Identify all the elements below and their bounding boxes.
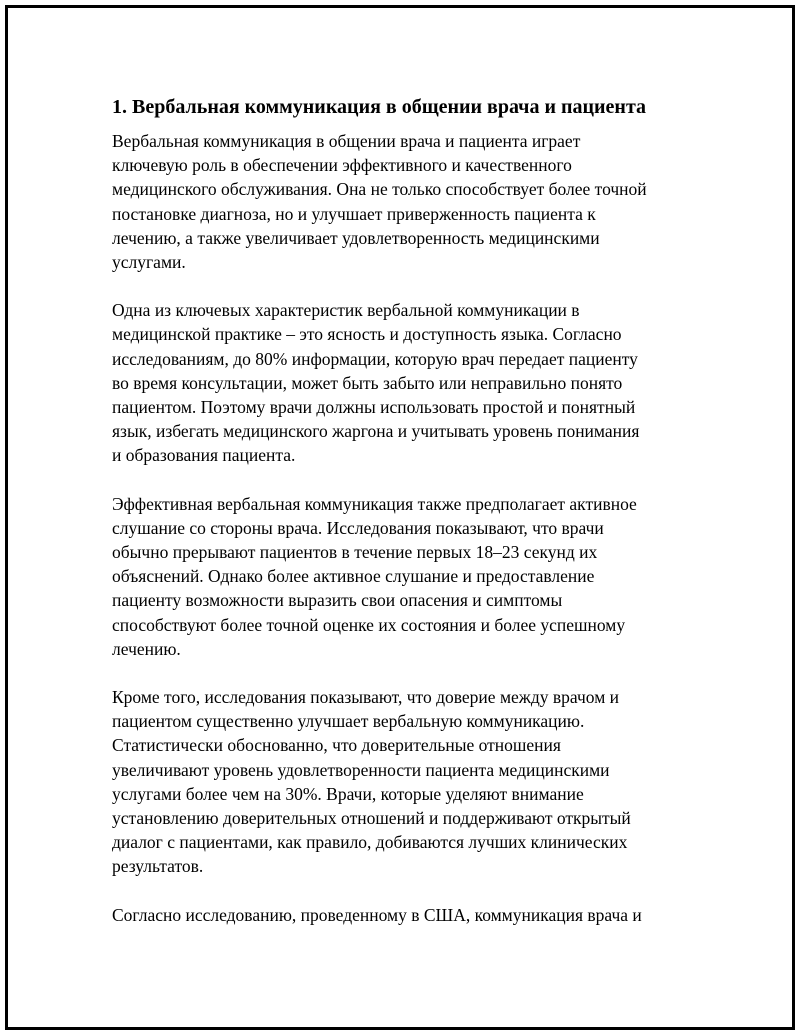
text-line: результатов. — [112, 856, 204, 877]
text-line: постановке диагноза, но и улучшает приверженность пациента к — [112, 203, 596, 224]
text-line: увеличивают уровень удовлетворенности пациента медицинскими — [112, 759, 610, 780]
text-line: Вербальная коммуникация в общении врача и пациента играет — [112, 131, 581, 151]
text-line: во время консультации, может быть забыто или неправильно понято — [112, 372, 623, 393]
text-line: услугами. — [112, 252, 186, 273]
text-line: лечению, а также увеличивает удовлетворенность медицинскими — [112, 227, 600, 248]
text-line: Эффективная вербальная коммуникация также предполагает активное — [112, 493, 637, 514]
text-line: Статистически обоснованно, что доверительные отношения — [112, 735, 561, 756]
text-line: ключевую роль в обеспечении эффективного и качественного — [112, 155, 572, 176]
paragraph-2 — [112, 298, 702, 467]
document-body — [112, 88, 702, 951]
text-line: Кроме того, исследования показывают, что доверие между врачом и — [112, 687, 620, 708]
text-line: медицинского обслуживания. Она не только способствует более точной — [112, 179, 647, 200]
paragraph-1 — [112, 129, 702, 274]
text-line: обычно прерывают пациентов в течение первых 18–23 секунд их — [112, 542, 598, 563]
text-line: пациентом существенно улучшает вербальную коммуникацию. — [112, 711, 585, 732]
text-line: установлению доверительных отношений и поддерживают открытый — [112, 808, 631, 829]
text-line: Одна из ключевых характеристик вербальной коммуникации в — [112, 300, 580, 321]
section-heading: 1. Вербальная коммуникация в общении врача и пациента — [112, 96, 647, 118]
paragraph-3 — [112, 492, 702, 661]
text-line: диалог с пациентами, как правило, добиваются лучших клинических — [112, 832, 628, 853]
text-line: лечению. — [112, 638, 181, 659]
text-line: язык, избегать медицинского жаргона и учитывать уровень понимания — [112, 421, 640, 442]
text-line: и образования пациента. — [112, 445, 296, 466]
paragraph-5 — [112, 903, 702, 927]
text-line: объяснений. Однако более активное слушание и предоставление — [112, 566, 595, 587]
text-line: пациентом. Поэтому врачи должны использовать простой и понятный — [112, 397, 636, 418]
text-line: медицинской практике – это ясность и доступность языка. Согласно — [112, 324, 622, 345]
text-line: Согласно исследованию, проведенному в США, коммуникация врача и — [112, 904, 642, 925]
text-line: исследованиям, до 80% информации, которую врач передает пациенту — [112, 348, 638, 369]
text-line: способствуют более точной оценке их состояния и более успешному — [112, 614, 626, 635]
text-line: пациенту возможности выразить свои опасения и симптомы — [112, 590, 563, 611]
paragraph-4 — [112, 685, 702, 879]
text-line: услугами более чем на 30%. Врачи, которые уделяют внимание — [112, 783, 584, 804]
text-line: слушание со стороны врача. Исследования показывают, что врачи — [112, 517, 604, 538]
